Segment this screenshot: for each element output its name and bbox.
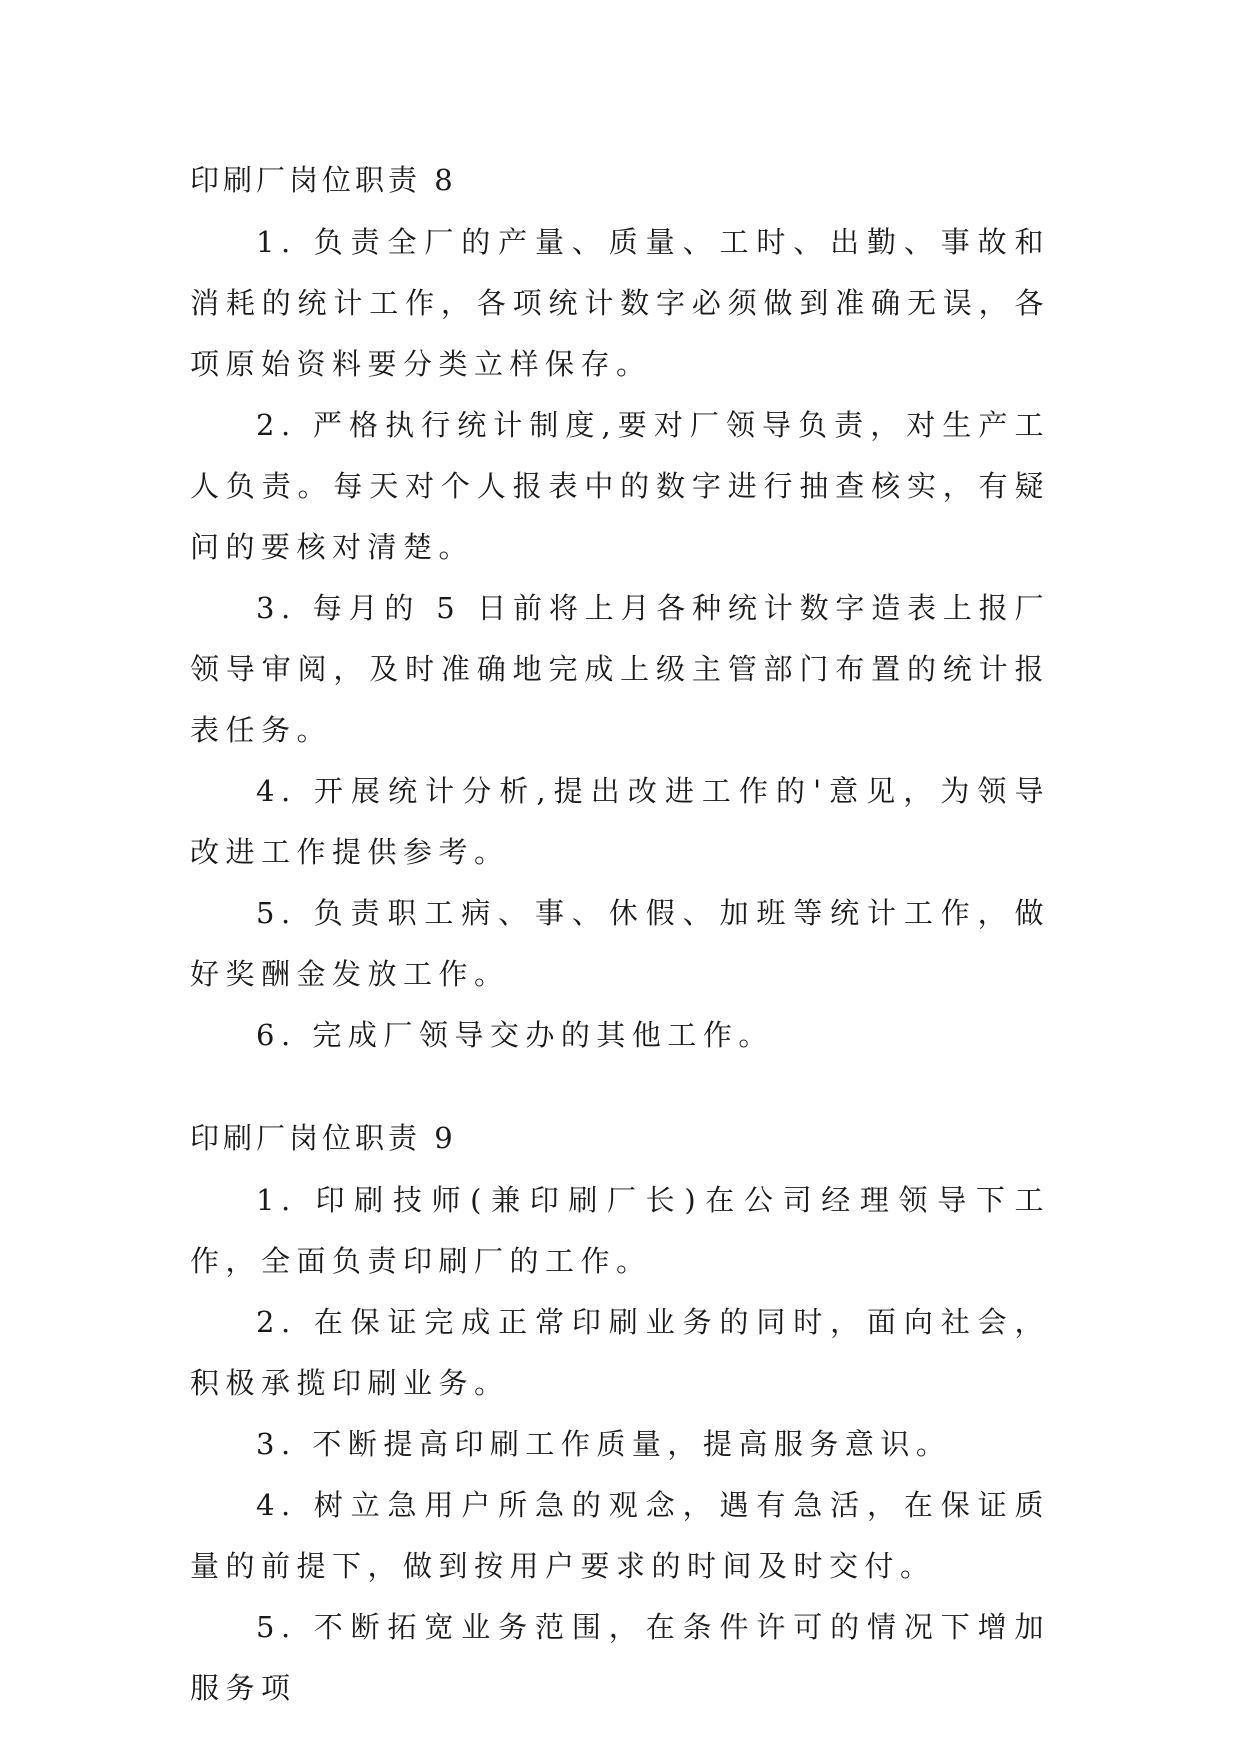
section-duties-8 [190, 158, 1050, 1066]
document-page [190, 158, 1050, 1719]
duty-item-4: 4. 开展统计分析,提出改进工作的'意见，为领导改进工作提供参考。 [190, 774, 1050, 869]
duty-item-1: 1. 印刷技师(兼印刷厂长)在公司经理领导下工作，全面负责印刷厂的工作。 [190, 1183, 1050, 1278]
duty-item-3: 3. 每月的 5 日前将上月各种统计数字造表上报厂领导审阅，及时准确地完成上级主管部门布置的统计报表任务。 [190, 591, 1050, 747]
duty-item-2: 2. 在保证完成正常印刷业务的同时，面向社会，积极承揽印刷业务。 [190, 1305, 1050, 1400]
duty-item-5: 5. 负责职工病、事、休假、加班等统计工作，做好奖酬金发放工作。 [190, 896, 1050, 991]
section-duties-9 [190, 1116, 1050, 1719]
duty-item-2: 2. 严格执行统计制度,要对厂领导负责，对生产工人负责。每天对个人报表中的数字进行抽查核实，有疑问的要核对清楚。 [190, 408, 1050, 564]
duty-item-3: 3. 不断提高印刷工作质量，提高服务意识。 [256, 1427, 952, 1461]
duty-item-6: 6. 完成厂领导交办的其他工作。 [256, 1018, 774, 1052]
duty-item-5: 5. 不断拓宽业务范围，在条件许可的情况下增加服务项 [190, 1610, 1050, 1705]
section-heading: 印刷厂岗位职责 8 [190, 163, 457, 197]
section-heading: 印刷厂岗位职责 9 [190, 1121, 457, 1155]
duty-item-4: 4. 树立急用户所急的观念，遇有急活，在保证质量的前提下，做到按用户要求的时间及时交付。 [190, 1488, 1050, 1583]
duty-item-1: 1. 负责全厂的产量、质量、工时、出勤、事故和消耗的统计工作，各项统计数字必须做到准确无误，各项原始资料要分类立样保存。 [190, 225, 1050, 381]
